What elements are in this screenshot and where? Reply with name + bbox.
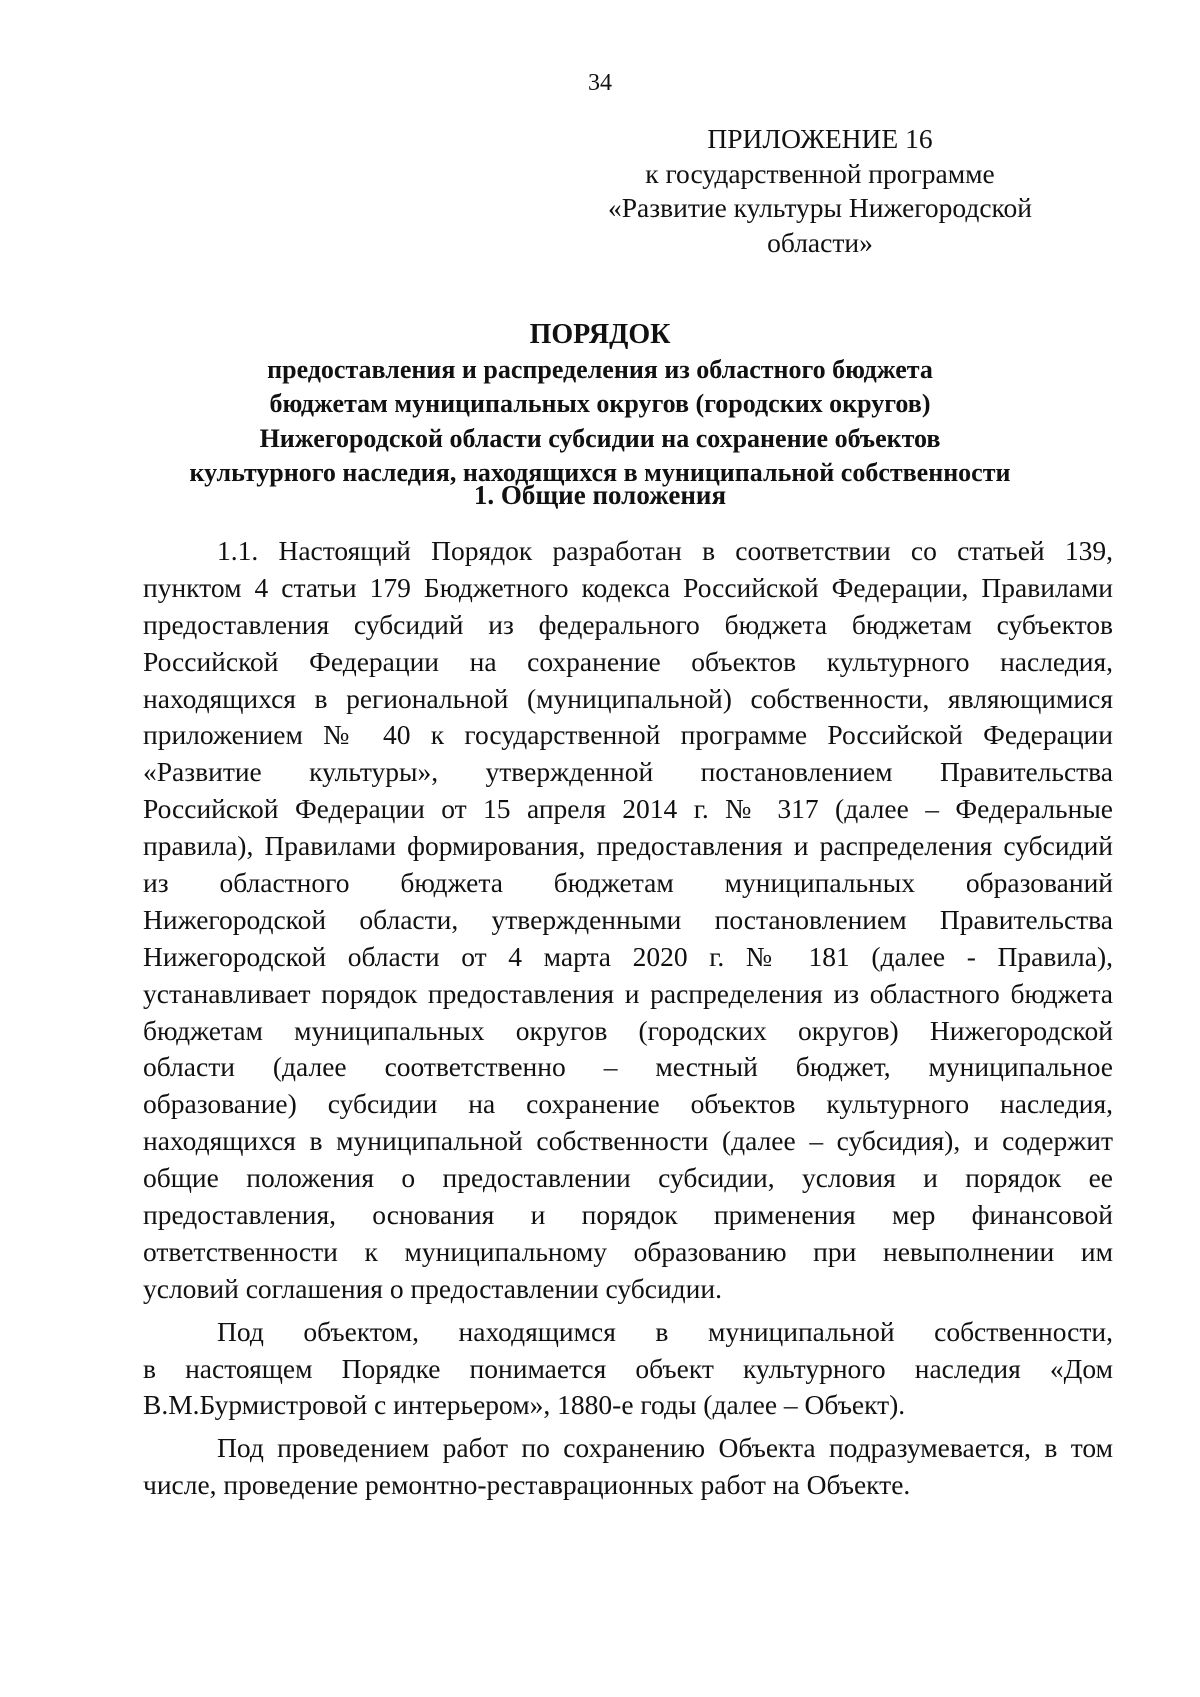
document-subtitle-line: культурного наследия, находящихся в муниципальной собственности [189,458,1011,487]
paragraph-line: в настоящем Порядке понимается объект культурного наследия «Дом [143,1352,1113,1384]
paragraph-line: правила), Правилами формирования, предоставления и распределения субсидий [143,830,1113,862]
paragraph-line: В.М.Бурмистровой с интерьером», 1880-е годы (далее – Объект). [143,1389,906,1421]
paragraph-line: ответственности к муниципальному образованию при невыполнении им [143,1235,1113,1267]
paragraph-line: Российской Федерации от 15 апреля 2014 г. № 317 (далее – Федеральные [143,793,1113,825]
document-title-block [100,318,1100,491]
paragraph-line: 1.1. Настоящий Порядок разработан в соответствии со статьей 139, [217,535,1113,566]
paragraph-line: бюджетам муниципальных округов (городских округов) Нижегородской [143,1014,1113,1046]
appendix-title: ПРИЛОЖЕНИЕ 16 [707,123,933,154]
paragraph-line: Под проведением работ по сохранению Объекта подразумевается, в том [217,1432,1113,1464]
paragraph [143,1430,1113,1504]
document-subtitle-line: Нижегородской области субсидии на сохранение объектов [259,423,941,453]
paragraph [143,533,1113,1308]
paragraph-line: приложением № 40 к государственной программе Российской Федерации [143,719,1113,751]
paragraph [143,1314,1113,1425]
paragraph-line: области (далее соответственно – местный бюджет, муниципальное [143,1051,1113,1083]
paragraph-line: находящихся в муниципальной собственности (далее – субсидия), и содержит [143,1125,1113,1157]
appendix-block [560,122,1080,260]
paragraph-line: общие положения о предоставлении субсидии, условия и порядок ее [143,1162,1113,1194]
paragraph-line: образование) субсидии на сохранение объектов культурного наследия, [143,1088,1113,1120]
paragraph-line: устанавливает порядок предоставления и распределения из областного бюджета [143,977,1113,1009]
paragraph-line: Под объектом, находящимся в муниципальной собственности, [217,1315,1113,1347]
document-subtitle-line: предоставления и распределения из областного бюджета [267,354,933,384]
paragraph-line: пунктом 4 статьи 179 Бюджетного кодекса Российской Федерации, Правилами [143,571,1113,603]
paragraph-line: из областного бюджета бюджетам муниципальных образований [143,867,1113,899]
paragraph-line: Российской Федерации на сохранение объектов культурного наследия, [143,645,1113,677]
appendix-line: области» [767,226,873,258]
paragraph-line: Нижегородской области от 4 марта 2020 г. № 181 (далее - Правила), [143,940,1113,972]
paragraph-line: предоставления, основания и порядок применения мер финансовой [143,1199,1113,1231]
document-heading: ПОРЯДОК [529,319,671,350]
paragraph-line: Нижегородской области, утвержденными постановлением Правительства [143,903,1113,935]
section-title: 1. Общие положения [473,480,727,510]
paragraph-line: условий соглашения о предоставлении субсидии. [143,1272,722,1304]
paragraph-line: «Развитие культуры», утвержденной постановлением Правительства [143,756,1113,788]
paragraph-line: числе, проведение ремонтно-реставрационных работ на Объекте. [143,1469,911,1501]
paragraph-line: находящихся в региональной (муниципальной) собственности, являющимися [143,682,1113,714]
appendix-line: к государственной программе [645,157,995,189]
body-text [143,533,1113,1504]
document-subtitle-line: бюджетам муниципальных округов (городских округов) [269,389,931,418]
page-number: 34 [588,70,612,96]
appendix-line: «Развитие культуры Нижегородской [608,192,1032,223]
paragraph-line: предоставления субсидий из федерального бюджета бюджетам субъектов [143,608,1113,640]
